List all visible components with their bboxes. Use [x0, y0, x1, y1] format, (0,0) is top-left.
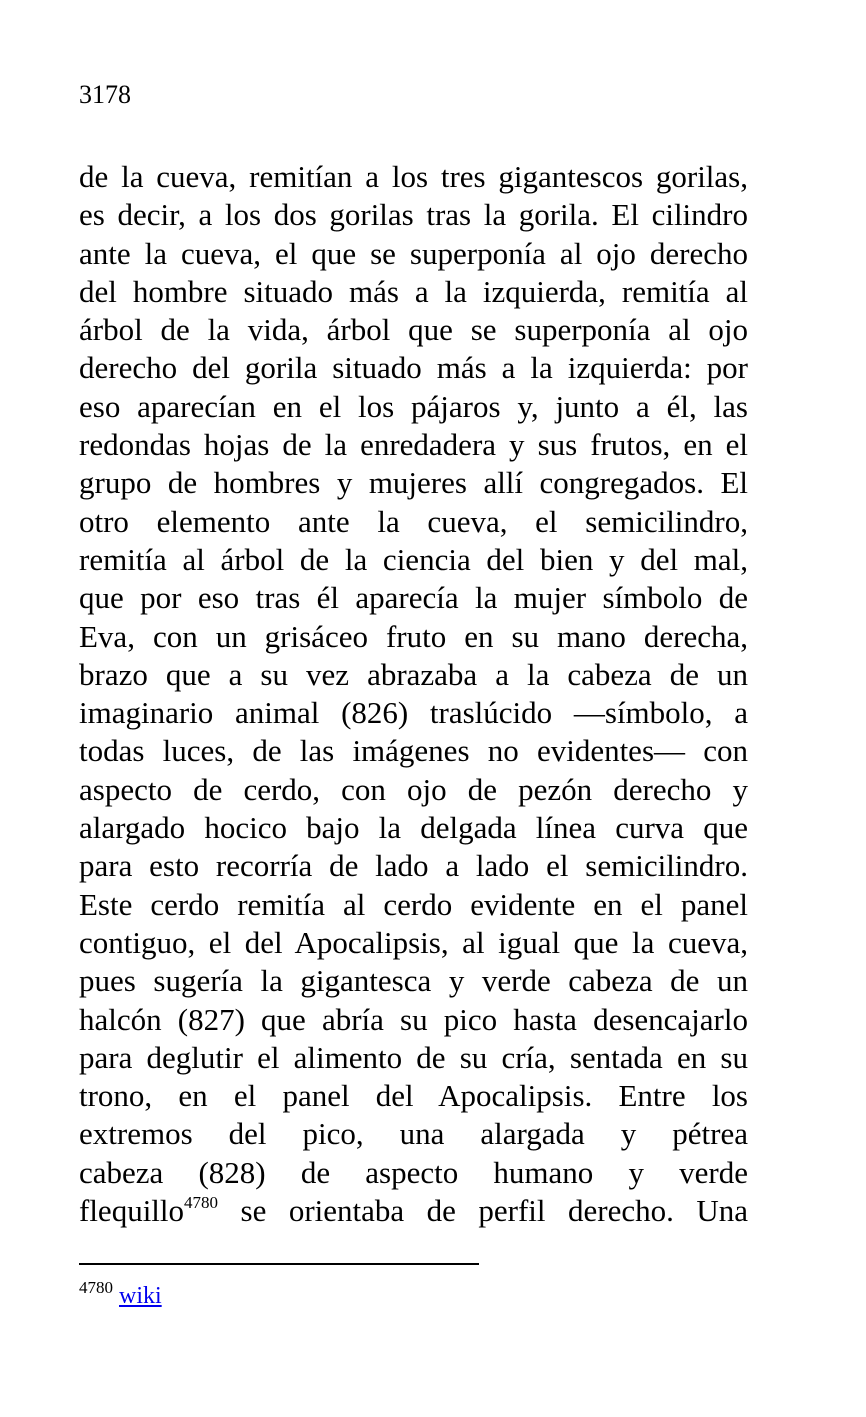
text-line: que por eso tras él aparecía la mujer símbolo de — [79, 580, 748, 616]
text-line: imaginario animal (826) traslúcido —símbolo, a — [79, 695, 748, 731]
page-number: 3178 — [79, 80, 131, 109]
text-line: eso aparecían en el los pájaros y, junto a él, las — [79, 388, 748, 424]
text-line: extremos del pico, una alargada y pétrea — [79, 1116, 748, 1152]
text-line: remitía al árbol de la ciencia del bien y del mal, — [79, 541, 748, 577]
text-line: del hombre situado más a la izquierda, remitía al — [79, 273, 748, 309]
body-text — [79, 158, 748, 1230]
text-line: aspecto de cerdo, con ojo de pezón derecho y — [79, 771, 748, 807]
footnote — [79, 1278, 162, 1311]
text-line: de la cueva, remitían a los tres gigantescos gorilas, — [79, 159, 748, 194]
text-line: trono, en el panel del Apocalipsis. Entre los — [79, 1078, 748, 1114]
text-line: redondas hojas de la enredadera y sus frutos, en el — [79, 427, 748, 463]
text-line: pues sugería la gigantesca y verde cabeza de un — [79, 963, 748, 999]
text-line: cabeza (828) de aspecto humano y verde — [79, 1154, 748, 1190]
text-line: para esto recorría de lado a lado el semicilindro. — [79, 848, 748, 884]
text-line: Este cerdo remitía al cerdo evidente en el panel — [79, 886, 748, 922]
text-line: ante la cueva, el que se superponía al ojo derecho — [79, 235, 748, 271]
text-line: alargado hocico bajo la delgada línea curva que — [79, 810, 748, 846]
text-line: contiguo, el del Apocalipsis, al igual que la cueva, — [79, 924, 748, 960]
text-line: árbol de la vida, árbol que se superponía al ojo — [79, 312, 748, 348]
footnote-number: 4780 — [79, 1278, 113, 1297]
footnote-link[interactable]: wiki — [119, 1283, 162, 1309]
text-line: derecho del gorila situado más a la izquierda: por — [79, 350, 748, 386]
footnote-divider — [79, 1263, 479, 1265]
text-line: Eva, con un grisáceo fruto en su mano derecha, — [79, 618, 748, 654]
text-fragment: flequillo — [79, 1193, 185, 1229]
text-line: brazo que a su vez abrazaba a la cabeza de un — [79, 656, 748, 692]
text-fragment: se orientaba de perfil derecho. Una — [218, 1193, 748, 1229]
text-line-with-footnote — [79, 1192, 748, 1230]
text-line: otro elemento ante la cueva, el semicilindro, — [79, 503, 748, 539]
text-line: grupo de hombres y mujeres allí congregados. El — [79, 465, 748, 501]
text-line: halcón (827) que abría su pico hasta desencajarlo — [79, 1001, 748, 1037]
text-line: para deglutir el alimento de su cría, sentada en su — [79, 1039, 748, 1075]
footnote-reference[interactable]: 4780 — [184, 1192, 219, 1212]
text-line: todas luces, de las imágenes no evidentes— con — [79, 733, 748, 769]
text-line: es decir, a los dos gorilas tras la gorila. El cilindro — [79, 197, 748, 233]
